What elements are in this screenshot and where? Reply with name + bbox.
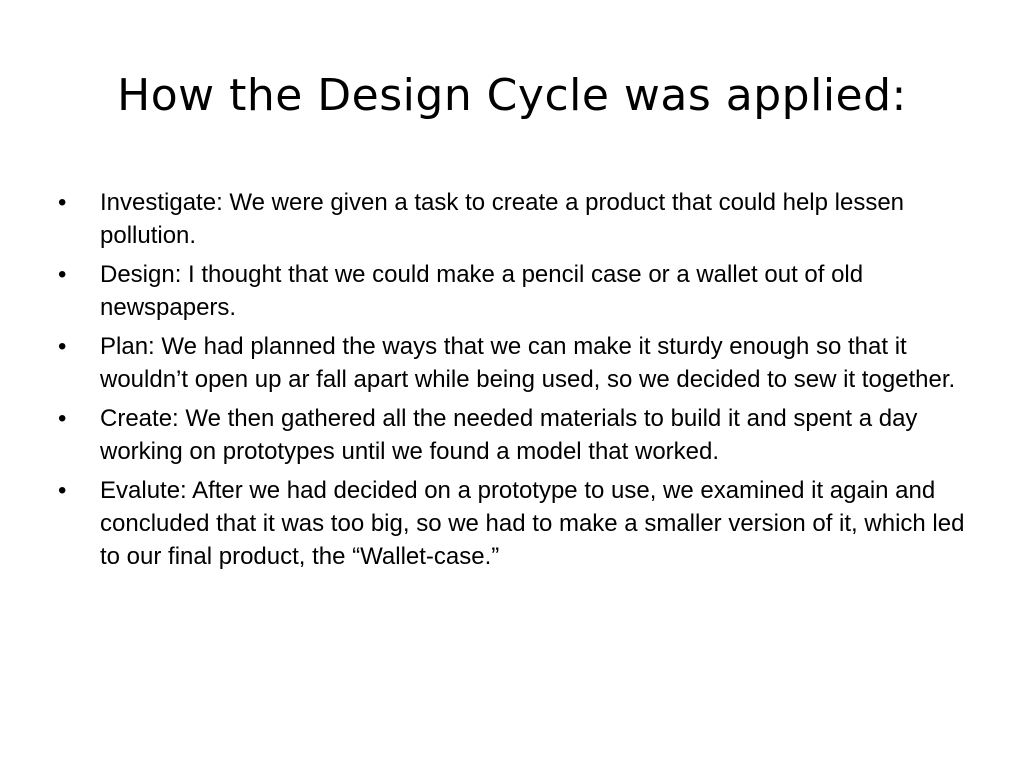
bullet-text: Design: I thought that we could make a pencil case or a wallet out of old newspapers. — [100, 261, 864, 321]
bullet-icon: • — [58, 189, 67, 216]
bullet-text: Evalute: After we had decided on a prototype to use, we examined it again and concluded that it was too big, so we had to make a smaller version of it, which led to our final product, the “Wallet-case.” — [100, 477, 965, 570]
bullet-item-investigate — [58, 186, 968, 252]
bullet-text: Plan: We had planned the ways that we can make it sturdy enough so that it wouldn’t open up ar fall apart while being used, so we decided to sew it together. — [100, 333, 956, 393]
bullet-icon: • — [58, 333, 67, 360]
bullet-item-create — [58, 402, 968, 468]
slide-title: How the Design Cycle was applied: — [117, 70, 907, 121]
bullet-item-design — [58, 258, 968, 324]
bullet-item-plan — [58, 330, 968, 396]
bullet-icon: • — [58, 477, 67, 504]
bullet-list — [58, 186, 968, 579]
bullet-text: Create: We then gathered all the needed materials to build it and spent a day working on prototypes until we found a model that worked. — [100, 405, 918, 465]
bullet-icon: • — [58, 261, 67, 288]
bullet-icon: • — [58, 405, 67, 432]
bullet-text: Investigate: We were given a task to create a product that could help lessen pollution. — [100, 189, 905, 249]
bullet-item-evaluate — [58, 474, 968, 573]
